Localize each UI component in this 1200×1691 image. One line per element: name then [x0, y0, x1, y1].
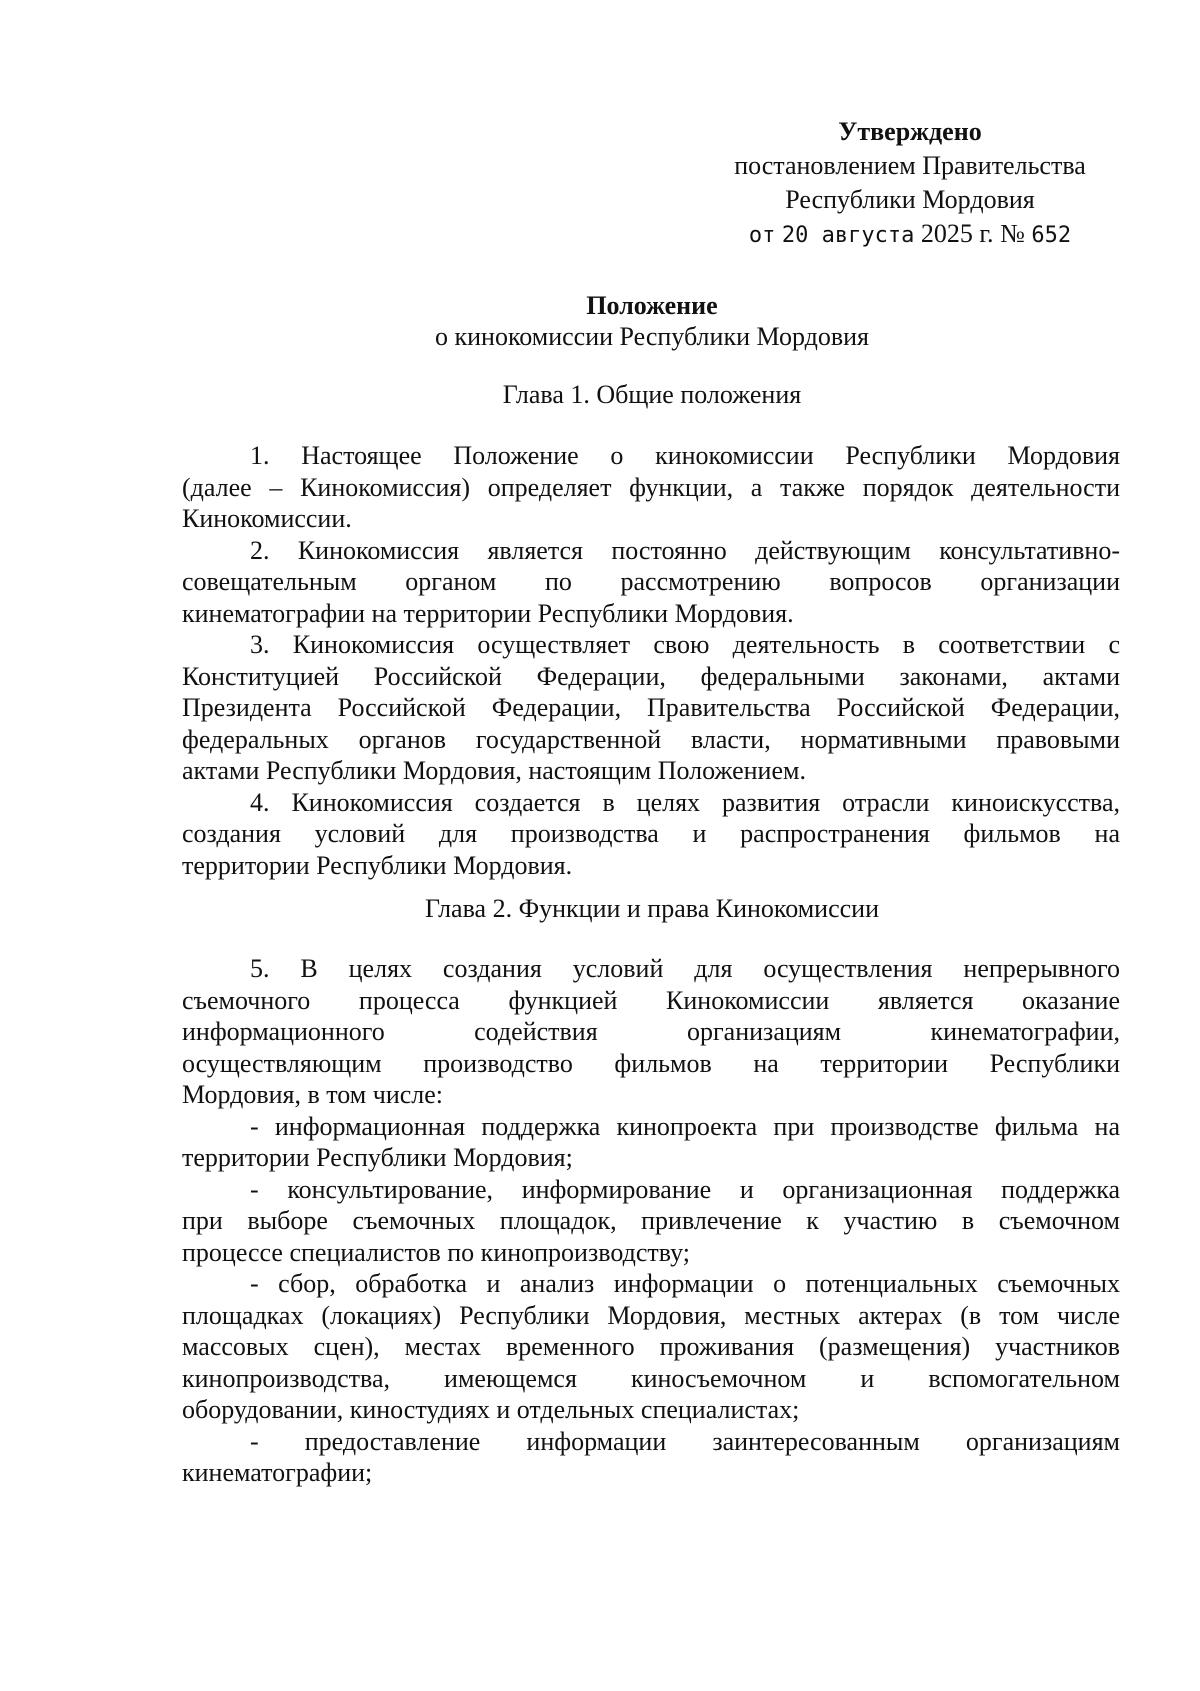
- document-title: Положение: [586, 291, 718, 320]
- bullet-2-line: процессе специалистов по кинопроизводству;: [182, 1237, 690, 1267]
- approval-heading: Утверждено: [838, 117, 982, 146]
- bullet-1-line: территории Республики Мордовия;: [182, 1143, 573, 1172]
- paragraph-2-line: 2. Кинокомиссия является постоянно действующим консультативно-: [250, 535, 1120, 565]
- chapter-2-heading: Глава 2. Функции и права Кинокомиссии: [425, 894, 879, 923]
- paragraph-5-line: информационного содействия организациям кинематографии,: [182, 1017, 1120, 1046]
- bullet-item-1: [182, 1111, 1120, 1174]
- chapter-2-body: [182, 953, 1120, 1489]
- paragraph-1-line: 1. Настоящее Положение о кинокомиссии Республики Мордовия: [250, 441, 1120, 470]
- approval-year: 2025 г.: [920, 219, 994, 248]
- paragraph-3-line: актами Республики Мордовия, настоящим Положением.: [182, 756, 806, 785]
- approval-line-1: постановлением Правительства: [734, 151, 1086, 180]
- paragraph-4: [182, 787, 1120, 882]
- paragraph-1-line: Кинокомиссии.: [182, 504, 352, 533]
- paragraph-4-line: территории Республики Мордовия.: [182, 850, 573, 880]
- bullet-item-3: [182, 1268, 1120, 1426]
- paragraph-3-line: Президента Российской Федерации, Правительства Российской Федерации,: [182, 693, 1120, 722]
- paragraph-5-line: съемочного процесса функцией Кинокомиссии является оказание: [182, 985, 1120, 1015]
- bullet-3-line: площадках (локациях) Республики Мордовия, местных актерах (в том числе: [182, 1300, 1120, 1330]
- paragraph-3-line: федеральных органов государственной власти, нормативными правовыми: [182, 724, 1120, 754]
- bullet-3-line: - сбор, обработка и анализ информации о потенциальных съемочных: [250, 1269, 1120, 1298]
- paragraph-5-line: 5. В целях создания условий для осуществления непрерывного: [250, 954, 1120, 983]
- approval-number: 652: [1031, 223, 1072, 248]
- paragraph-4-line: 4. Кинокомиссия создается в целях развития отрасли киноискусства,: [250, 787, 1120, 817]
- approval-line-2: Республики Мордовия: [785, 185, 1035, 214]
- paragraph-5-line: Мордовия, в том числе:: [182, 1080, 444, 1109]
- approval-date-prefix: от: [748, 223, 776, 248]
- paragraph-1: [182, 440, 1120, 535]
- bullet-3-line: массовых сцен), местах временного проживания (размещения) участников: [182, 1332, 1120, 1361]
- bullet-item-2: [182, 1174, 1120, 1269]
- bullet-2-line: при выборе съемочных площадок, привлечение к участию в съемочном: [182, 1206, 1120, 1235]
- approval-date-value: 20 августа: [781, 223, 915, 248]
- approval-date-line: [700, 217, 1120, 253]
- document-subtitle: о кинокомиссии Республики Мордовия: [435, 322, 869, 351]
- bullet-4-line: кинематографии;: [182, 1458, 373, 1487]
- paragraph-5: [182, 953, 1120, 1111]
- paragraph-2-line: кинематографии на территории Республики Мордовия.: [182, 598, 794, 628]
- chapter-1-heading: Глава 1. Общие положения: [502, 380, 802, 409]
- bullet-2-line: - консультирование, информирование и организационная поддержка: [250, 1174, 1120, 1204]
- bullet-3-line: оборудовании, киностудиях и отдельных специалистах;: [182, 1395, 800, 1424]
- chapter-1-body: [182, 440, 1120, 881]
- approval-number-sign: №: [1000, 219, 1025, 248]
- bullet-1-line: - информационная поддержка кинопроекта при производстве фильма на: [250, 1111, 1120, 1141]
- paragraph-2: [182, 535, 1120, 630]
- paragraph-4-line: создания условий для производства и распространения фильмов на: [182, 819, 1120, 848]
- paragraph-3-line: 3. Кинокомиссия осуществляет свою деятельность в соответствии с: [250, 630, 1120, 659]
- paragraph-2-line: совещательным органом по рассмотрению вопросов организации: [182, 567, 1120, 596]
- bullet-item-4: [182, 1426, 1120, 1489]
- paragraph-5-line: осуществляющим производство фильмов на территории Республики: [182, 1048, 1120, 1078]
- approval-stamp: [700, 115, 1120, 253]
- bullet-4-line: - предоставление информации заинтересованным организациям: [250, 1426, 1120, 1456]
- paragraph-3: [182, 629, 1120, 787]
- paragraph-3-line: Конституцией Российской Федерации, федеральными законами, актами: [182, 661, 1120, 691]
- paragraph-1-line: (далее – Кинокомиссия) определяет функции, а также порядок деятельности: [182, 472, 1120, 502]
- bullet-3-line: кинопроизводства, имеющемся киносъемочном и вспомогательном: [182, 1363, 1120, 1393]
